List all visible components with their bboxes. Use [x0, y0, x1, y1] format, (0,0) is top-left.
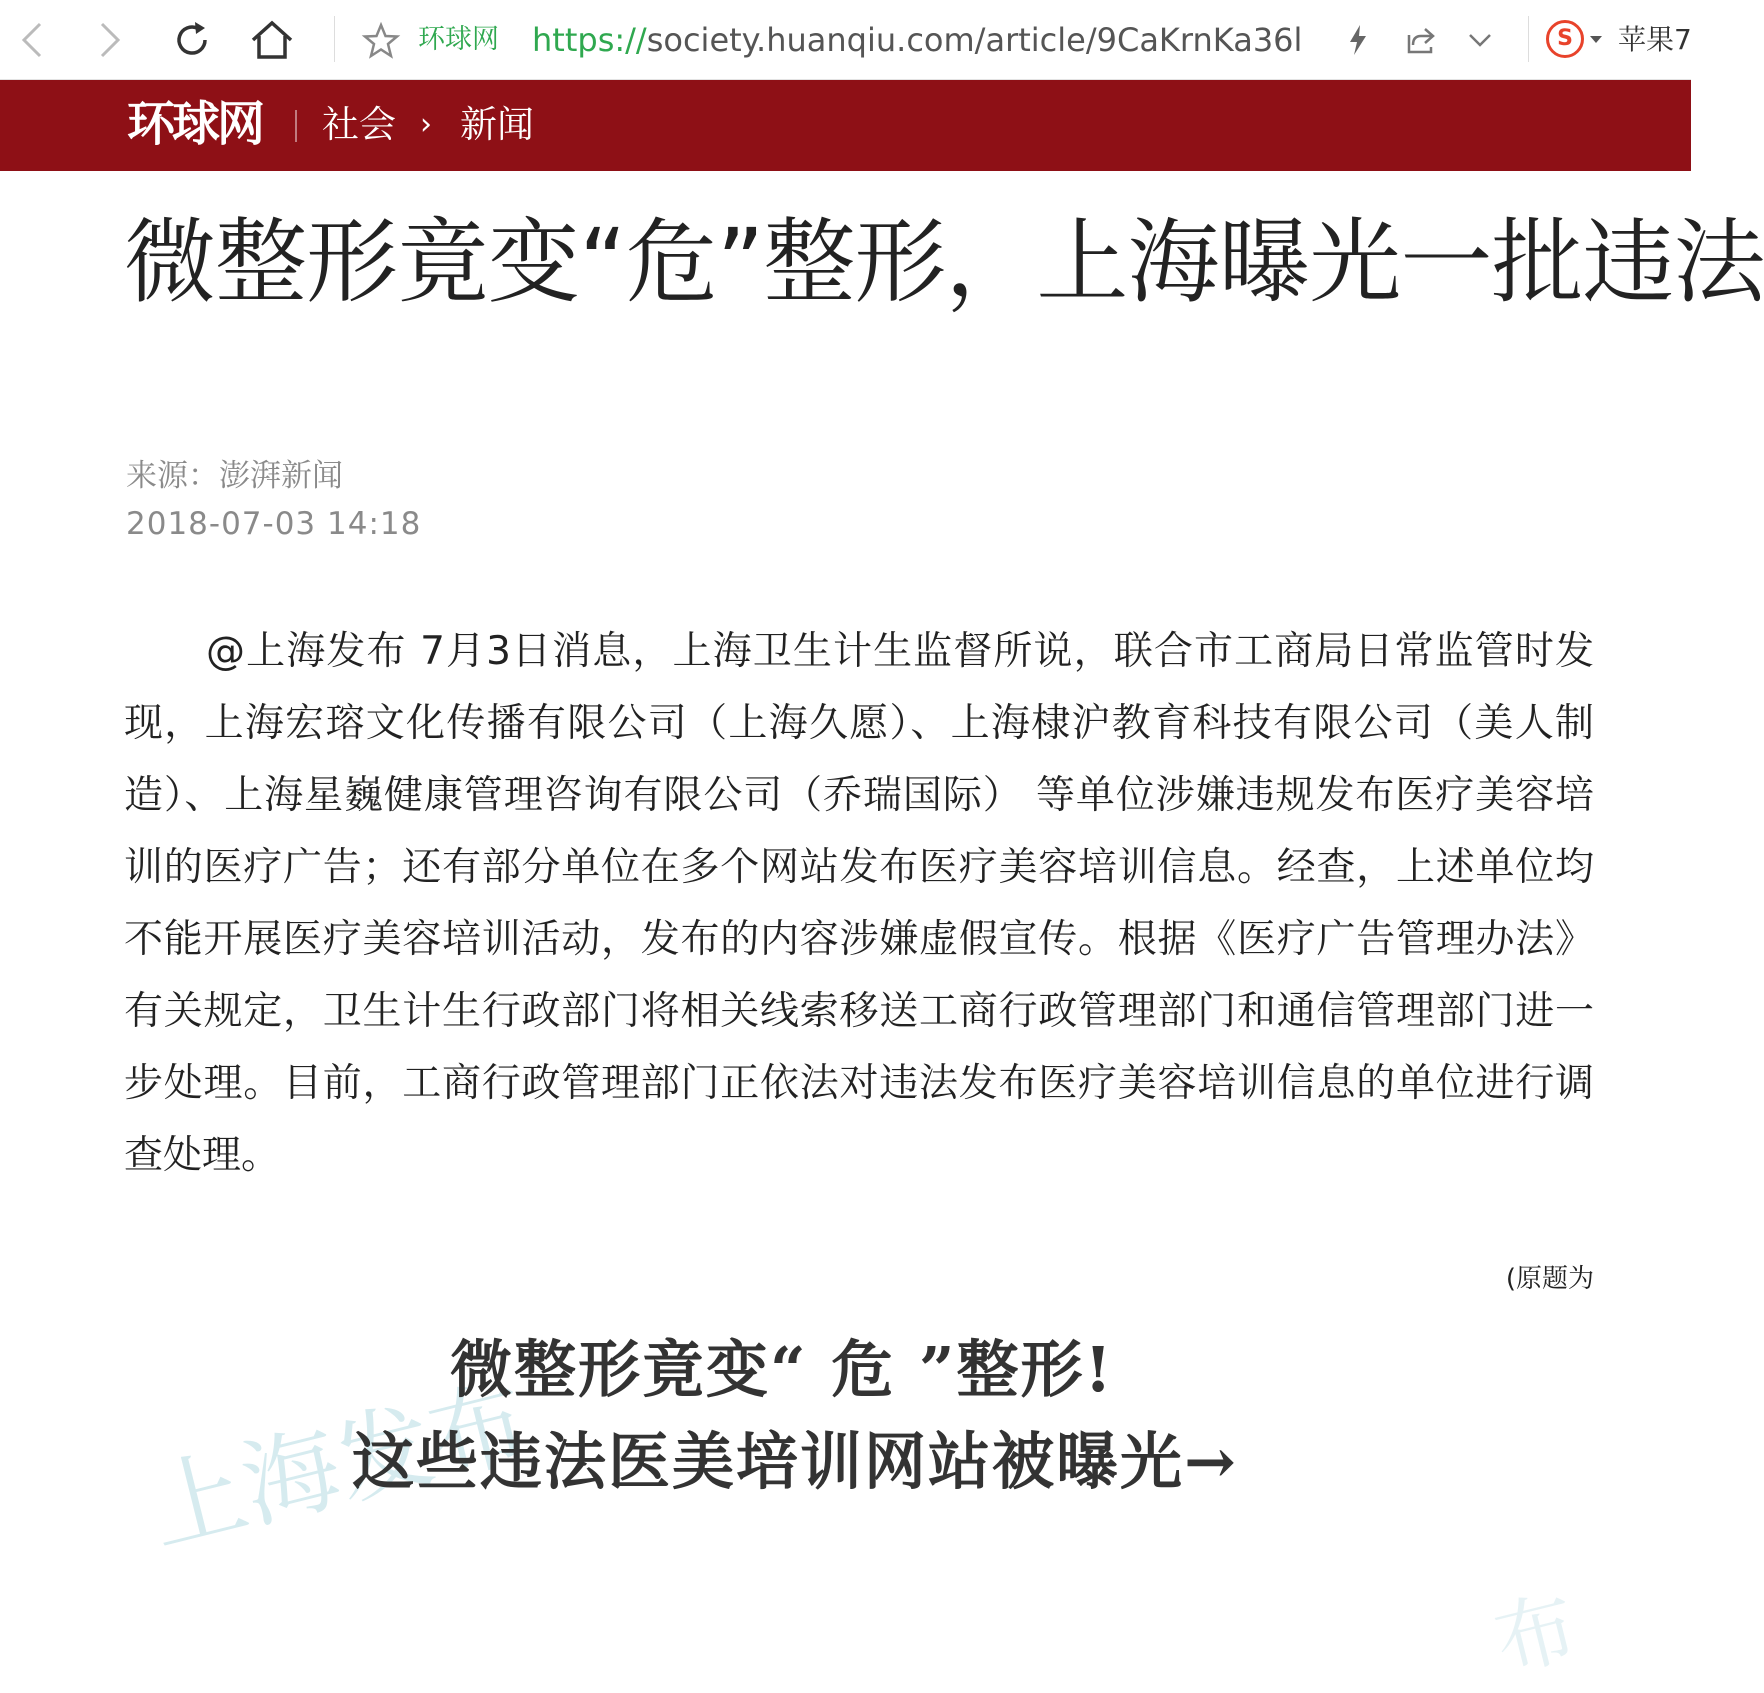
toolbar-divider-right	[1528, 16, 1529, 62]
original-title-note: (原题为	[1505, 1264, 1594, 1294]
article-date: 2018-07-03 14:18	[126, 506, 422, 542]
url-scheme: https://	[532, 21, 647, 59]
back-button[interactable]	[10, 18, 54, 62]
url-site-name[interactable]: 环球网	[418, 24, 499, 55]
chevron-left-icon	[20, 20, 44, 60]
speed-mode-button[interactable]	[1340, 22, 1376, 58]
breadcrumb-separator: ›	[420, 107, 432, 142]
browser-toolbar	[0, 0, 1691, 80]
image-title-line1: 微整形竟变“ 危 ”整形!	[450, 1333, 1114, 1406]
toolbar-divider	[334, 16, 335, 62]
article-title: 微整形竟变“危”整形，上海曝光一批违法	[124, 209, 1764, 316]
image-title-line2: 这些违法医美培训网站被曝光→	[352, 1425, 1238, 1498]
caret-down-icon[interactable]	[1590, 36, 1602, 43]
site-logo[interactable]: 环球网	[127, 96, 263, 152]
site-header	[0, 80, 1691, 171]
reload-button[interactable]	[168, 16, 216, 64]
address-bar[interactable]	[532, 20, 1303, 60]
header-divider	[295, 110, 297, 142]
watermark-logo: 上海发布	[137, 1364, 538, 1567]
breadcrumb-news[interactable]: 新闻	[460, 103, 534, 146]
chevron-down-icon	[1468, 33, 1492, 47]
home-icon	[250, 19, 294, 61]
reload-icon	[171, 19, 213, 61]
breadcrumb-society[interactable]: 社会	[322, 103, 396, 146]
sogou-search-icon[interactable]: S	[1546, 20, 1584, 58]
forward-button[interactable]	[88, 18, 132, 62]
bookmark-item[interactable]: 苹果7	[1618, 23, 1692, 56]
bookmark-star-button[interactable]	[360, 20, 402, 62]
chevron-right-icon	[98, 20, 122, 60]
share-icon	[1405, 25, 1437, 55]
article-image	[124, 1240, 1594, 1690]
dropdown-button[interactable]	[1462, 22, 1498, 58]
watermark-logo-fragment: 布	[1485, 1579, 1586, 1690]
share-button[interactable]	[1402, 22, 1440, 58]
url-path: society.huanqiu.com/article/9CaKrnKa36l	[646, 21, 1303, 59]
star-icon	[362, 23, 400, 59]
lightning-icon	[1347, 24, 1369, 56]
article-body: @上海发布 7月3日消息，上海卫生计生监督所说，联合市工商局日常监管时发现，上海宏瑢文化传播有限公司（上海久愿）、上海棣沪教育科技有限公司（美人制造）、上海星巍健康管理咨询有限公司（乔瑞国际） 等单位涉嫌违规发布医疗美容培训的医疗广告；还有部分单位在多个网站发布医疗美容培训信息。经查，上述单位均不能开展医疗美容培训活动，发布的内容涉嫌虚假宣传。根据《医疗广告管理办法》有关规定，卫生计生行政部门将相关线索移送工商行政管理部门和通信管理部门进一步处理。目前，工商行政管理部门正依法对违法发布医疗美容培训信息的单位进行调查处理。	[124, 629, 1594, 1178]
article-source: 来源：澎湃新闻	[126, 458, 343, 494]
home-button[interactable]	[248, 16, 296, 64]
